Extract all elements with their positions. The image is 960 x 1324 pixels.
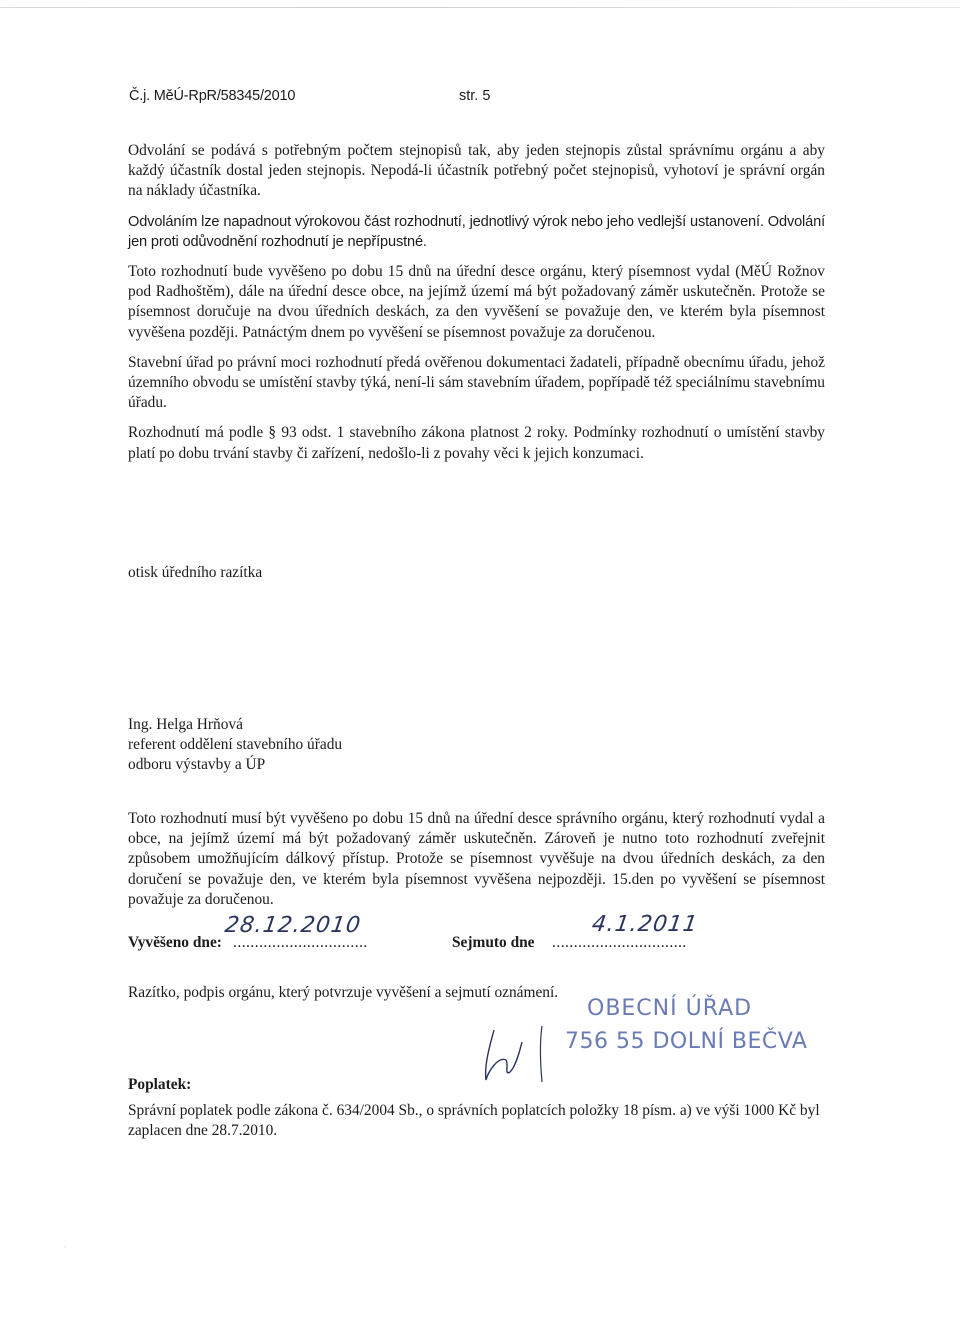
- paragraph-documentation: Stavební úřad po právní moci rozhodnutí předá ověřenou dokumentaci žadateli, případně obecnímu úřadu, jehož územního obvodu se umístění stavby týká, není-li sám stavebním úřadem, popřípadě též speciálnímu stavebnímu úřadu.: [128, 353, 825, 412]
- signatory-name: Ing. Helga Hrňová: [128, 716, 243, 733]
- signatory-block: [128, 715, 342, 776]
- paragraph-appeal-copies: Odvolání se podává s potřebným počtem stejnopisů tak, aby jeden stejnopis zůstal správnímu orgánu a aby každý účastník dostal jeden stejnopis. Nepodá-li účastník potřebný počet stejnopisů, vyhotoví je správní orgán na náklady účastníka.: [128, 142, 825, 200]
- reference-number: Č.j. MěÚ-RpR/58345/2010: [129, 88, 296, 104]
- paragraph-validity: Rozhodnutí má podle § 93 odst. 1 stavebního zákona platnost 2 roky. Podmínky rozhodnutí o umístění stavby platí po dobu trvání stavby či zařízení, nedošlo-li z povahy věci k jejich konzumaci.: [128, 424, 825, 462]
- fee-text: Správní poplatek podle zákona č. 634/2004 Sb., o správních poplatcích položky 18 písm. a) ve výši 1000 Kč byl zaplacen dne 28.7.2010.: [128, 1102, 820, 1140]
- scan-speck: [64, 1246, 66, 1248]
- removed-date-handwritten: 4.1.2011: [590, 912, 700, 937]
- posted-date-handwritten: 28.12.2010: [223, 913, 363, 938]
- page-number: str. 5: [459, 88, 491, 104]
- paragraph-posting: Toto rozhodnutí bude vyvěšeno po dobu 15 dnů na úřední desce orgánu, který písemnost vydal (MěÚ Rožnov pod Radhoštěm), dále na úřední desce obce, na jejímž území má být požadovaný záměr uskutečněn. Protože se písemnost doručuje na dvou úředních deskách, za den vyvěšení se považuje den, ve kterém byla písemnost vyvěšena později. Patnáctým dnem po vyvěšení se písemnost považuje za doručenou.: [128, 263, 825, 341]
- signatory-department: odboru výstavby a ÚP: [128, 756, 266, 774]
- posted-dots: ...............................: [233, 934, 368, 951]
- handwritten-signature: [476, 1020, 566, 1100]
- posting-notice: Toto rozhodnutí musí být vyvěšeno po dobu 15 dnů na úřední desce správního orgánu, který rozhodnutí vydal a obce, na jejímž území má být požadovaný záměr uskutečněn. Zároveň je nutno toto rozhodnutí zveřejnit způsobem umožňujícím dálkový přístup. Protože se písemnost vyvěšuje na dvou úředních deskách, za den doručení se považuje den, ve kterém byla písemnost vyvěšena nejpozději. 15.den po vyvěšení se písemnost považuje za doručenou.: [128, 810, 825, 908]
- removed-dots: ...............................: [552, 934, 687, 951]
- signatory-role: referent oddělení stavebního úřadu: [128, 736, 343, 754]
- stamp-placeholder: otisk úředního razítka: [128, 564, 263, 581]
- paragraph-appeal-scope: Odvoláním lze napadnout výrokovou část rozhodnutí, jednotlivý výrok nebo jeho vedlejší ustanovení. Odvolání jen proti odůvodnění rozhodnutí je nepřípustné.: [128, 213, 825, 250]
- body-text: [128, 141, 825, 464]
- office-stamp-address: 756 55 DOLNÍ BEČVA: [565, 1029, 808, 1054]
- scan-edge-line: [0, 7, 960, 8]
- office-stamp-title: OBECNÍ ÚŘAD: [587, 996, 753, 1021]
- office-stamp: [565, 996, 825, 1054]
- fee-title: Poplatek:: [128, 1076, 192, 1093]
- stamp-instruction: Razítko, podpis orgánu, který potvrzuje vyvěšení a sejmutí oznámení.: [128, 984, 559, 1001]
- posted-label: Vyvěšeno dne:: [128, 934, 222, 951]
- removed-label: Sejmuto dne: [452, 934, 535, 951]
